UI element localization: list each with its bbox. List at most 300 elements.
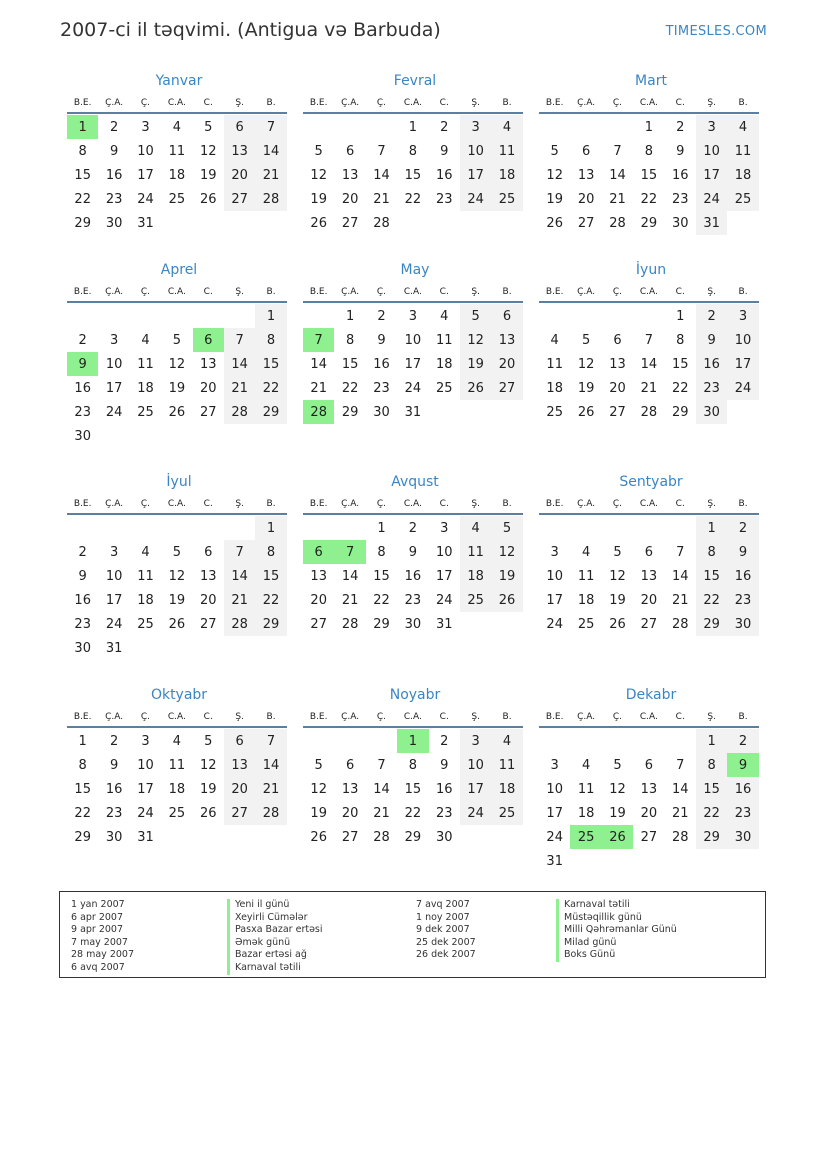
day-cell: 28 — [373, 829, 390, 845]
day-cell: 6 — [581, 143, 591, 159]
day-cell: 21 — [255, 777, 286, 801]
weekday-label: C.A. — [403, 712, 422, 722]
day-cell: 9 — [696, 328, 727, 352]
day-cell: 28 — [671, 829, 689, 845]
month-3 — [67, 259, 287, 448]
weekday-label: B. — [738, 287, 748, 297]
day-cell: 17 — [105, 380, 123, 396]
day-cell: 15 — [255, 564, 286, 588]
month-name: Avqust — [391, 474, 439, 490]
weekday-label: Ş. — [471, 287, 480, 297]
day-cell: 16 — [435, 167, 453, 183]
weekday-label: C. — [203, 712, 213, 722]
day-cell: 30 — [105, 829, 123, 845]
day-cell: 25 — [546, 404, 563, 420]
weekday-label: Ç. — [612, 712, 623, 722]
day-cell: 16 — [727, 564, 758, 588]
day-cell: 30 — [727, 825, 758, 849]
empty-cell — [570, 729, 601, 753]
site-brand-link[interactable]: TIMESLES.COM — [665, 24, 767, 39]
day-cell: 16 — [74, 592, 91, 608]
day-cell: 15 — [696, 777, 727, 801]
day-cell: 1 — [255, 304, 286, 328]
day-cell: 29 — [404, 829, 422, 845]
weekday-label: Ç. — [376, 98, 387, 108]
day-cell: 13 — [224, 139, 255, 163]
empty-cell — [366, 729, 397, 753]
day-cell: 9 — [109, 757, 119, 773]
day-cell: 27 — [640, 616, 658, 632]
day-cell: 30 — [696, 400, 727, 424]
weekday-label: Ş. — [235, 98, 244, 108]
weekday-label: C. — [439, 499, 449, 509]
weekday-label: B. — [266, 287, 276, 297]
day-cell: 22 — [74, 805, 91, 821]
day-cell: 29 — [696, 825, 727, 849]
day-cell: 23 — [404, 592, 422, 608]
day-cell: 5 — [581, 332, 591, 348]
day-cell: 30 — [727, 612, 758, 636]
day-cell: 11 — [491, 139, 522, 163]
weekday-label: Ç. — [612, 98, 623, 108]
day-cell: 24 — [137, 805, 154, 821]
empty-cell — [334, 516, 365, 540]
day-cell: 5 — [550, 143, 559, 159]
day-cell: 26 — [491, 588, 522, 612]
month-9 — [67, 684, 287, 849]
weekday-label: Ş. — [707, 287, 716, 297]
month-8 — [539, 471, 759, 636]
day-cell: 4 — [141, 332, 150, 348]
weekday-label: C. — [675, 499, 685, 509]
day-cell: 19 — [609, 805, 626, 821]
day-cell: 15 — [255, 352, 286, 376]
day-cell: 14 — [640, 356, 658, 372]
day-cell: 14 — [255, 753, 286, 777]
weekday-label: Ç.A. — [341, 98, 360, 108]
day-cell: 7 — [613, 143, 622, 159]
day-cell: 17 — [137, 781, 154, 797]
day-cell: 2 — [440, 119, 449, 135]
day-cell: 22 — [696, 801, 727, 825]
day-cell: 2 — [78, 332, 87, 348]
day-cell: 12 — [199, 143, 217, 159]
day-cell: 3 — [550, 544, 559, 560]
empty-cell — [570, 304, 601, 328]
legend-date: 6 apr 2007 — [71, 911, 124, 923]
day-cell: 12 — [609, 781, 626, 797]
day-cell: 4 — [581, 757, 591, 773]
legend-date: 7 avq 2007 — [416, 899, 470, 910]
day-cell: 7 — [377, 143, 386, 159]
weekday-header — [539, 706, 759, 728]
day-cell: 7 — [224, 328, 255, 352]
day-cell: 17 — [137, 167, 154, 183]
legend-holiday-name: Boks Günü — [556, 949, 677, 962]
day-cell: 3 — [141, 119, 150, 135]
weekday-label: B.E. — [309, 98, 328, 108]
legend-names-col-1 — [227, 899, 323, 975]
day-cell: 9 — [377, 332, 386, 348]
legend-date: 26 dek 2007 — [416, 949, 476, 961]
weekday-label: Ş. — [471, 712, 480, 722]
weekday-label: Ç.A. — [105, 499, 124, 509]
day-cell: 7 — [676, 544, 685, 560]
legend-date: 28 may 2007 — [71, 949, 135, 961]
day-cell: 17 — [435, 568, 453, 584]
weekday-label: B.E. — [73, 712, 92, 722]
day-cell: 21 — [255, 163, 286, 187]
weekday-label: B.E. — [545, 98, 564, 108]
weekday-header — [539, 493, 759, 515]
day-cell: 7 — [676, 757, 685, 773]
empty-cell — [366, 115, 397, 139]
month-1 — [303, 70, 523, 235]
legend-date: 1 yan 2007 — [71, 899, 125, 910]
day-cell: 26 — [310, 829, 327, 845]
day-cell: 16 — [74, 380, 91, 396]
holiday-day-cell: 1 — [67, 115, 98, 139]
day-cell: 13 — [341, 781, 359, 797]
weekday-header — [67, 92, 287, 114]
month-5 — [539, 259, 759, 424]
weekday-label: Ç. — [376, 287, 387, 297]
day-cell: 18 — [435, 356, 453, 372]
legend-holiday-name: Pasxa Bazar ertəsi — [227, 924, 323, 937]
weekday-header — [539, 92, 759, 114]
weekday-label: Ç.A. — [341, 287, 360, 297]
weekday-label: C. — [439, 712, 449, 722]
day-cell: 23 — [727, 588, 758, 612]
day-cell: 28 — [224, 612, 255, 636]
day-cell: 14 — [609, 167, 626, 183]
empty-cell — [539, 304, 570, 328]
day-cell: 7 — [377, 757, 386, 773]
empty-cell — [602, 115, 633, 139]
day-cell: 13 — [491, 328, 522, 352]
day-cell: 19 — [577, 380, 595, 396]
day-cell: 6 — [204, 544, 213, 560]
empty-cell — [224, 304, 255, 328]
weekday-label: Ş. — [471, 98, 480, 108]
day-cell: 4 — [172, 733, 181, 749]
legend-holiday-name: Milad günü — [556, 937, 677, 950]
day-cell: 8 — [255, 328, 286, 352]
weekday-label: Ç.A. — [105, 98, 124, 108]
day-cell: 10 — [105, 356, 123, 372]
day-cell: 20 — [224, 163, 255, 187]
day-cell: 5 — [613, 757, 622, 773]
empty-cell — [334, 729, 365, 753]
weekday-label: Ç.A. — [577, 499, 596, 509]
day-cell: 3 — [460, 729, 491, 753]
day-cell: 18 — [727, 163, 758, 187]
day-cell: 23 — [671, 191, 689, 207]
day-cell: 10 — [137, 757, 154, 773]
day-cell: 18 — [546, 380, 563, 396]
legend-dates-col-2 — [416, 899, 476, 962]
day-cell: 21 — [224, 588, 255, 612]
weekday-header — [303, 281, 523, 303]
month-0 — [67, 70, 287, 235]
day-cell: 14 — [671, 568, 689, 584]
day-cell: 29 — [74, 215, 91, 231]
day-grid — [539, 115, 759, 235]
empty-cell — [130, 304, 161, 328]
day-cell: 12 — [310, 167, 327, 183]
day-cell: 13 — [341, 167, 359, 183]
day-cell: 3 — [440, 520, 449, 536]
weekday-label: Ç. — [376, 499, 387, 509]
day-cell: 25 — [460, 588, 491, 612]
empty-cell — [665, 516, 696, 540]
day-cell: 27 — [491, 376, 522, 400]
day-cell: 8 — [408, 143, 417, 159]
day-cell: 14 — [255, 139, 286, 163]
day-grid — [303, 115, 523, 235]
day-cell: 27 — [310, 616, 327, 632]
day-cell: 8 — [255, 540, 286, 564]
day-cell: 6 — [345, 143, 355, 159]
legend-holiday-name: Milli Qəhrəmanlar Günü — [556, 924, 677, 937]
day-cell: 8 — [78, 143, 87, 159]
day-cell: 29 — [255, 612, 286, 636]
day-cell: 8 — [696, 753, 727, 777]
weekday-label: B.E. — [545, 499, 564, 509]
day-cell: 5 — [491, 516, 522, 540]
day-cell: 10 — [105, 568, 123, 584]
day-cell: 25 — [168, 805, 186, 821]
day-cell: 26 — [460, 376, 491, 400]
day-cell: 29 — [74, 829, 91, 845]
day-cell: 19 — [460, 352, 491, 376]
day-cell: 13 — [199, 356, 217, 372]
day-cell: 2 — [109, 119, 119, 135]
weekday-label: C. — [675, 287, 685, 297]
day-cell: 5 — [613, 544, 622, 560]
day-cell: 11 — [435, 332, 453, 348]
month-name: Noyabr — [389, 687, 441, 703]
day-cell: 8 — [408, 757, 417, 773]
month-name: Yanvar — [155, 73, 203, 89]
holiday-day-cell: 9 — [727, 753, 758, 777]
day-cell: 24 — [546, 829, 563, 845]
empty-cell — [539, 115, 570, 139]
day-cell: 3 — [109, 332, 119, 348]
day-cell: 1 — [676, 308, 685, 324]
day-cell: 21 — [373, 191, 390, 207]
day-cell: 11 — [168, 143, 186, 159]
day-cell: 12 — [546, 167, 563, 183]
day-cell: 5 — [172, 332, 181, 348]
day-cell: 14 — [373, 781, 390, 797]
day-cell: 24 — [404, 380, 422, 396]
weekday-header — [303, 706, 523, 728]
day-cell: 9 — [727, 540, 758, 564]
day-cell: 8 — [377, 544, 386, 560]
month-name: Oktyabr — [150, 687, 208, 703]
day-cell: 24 — [105, 404, 123, 420]
weekday-label: C. — [203, 287, 213, 297]
empty-cell — [67, 304, 98, 328]
day-cell: 10 — [727, 328, 758, 352]
month-name: Dekabr — [625, 687, 677, 703]
day-cell: 16 — [696, 352, 727, 376]
weekday-label: Ç. — [140, 287, 151, 297]
weekday-label: B.E. — [73, 287, 92, 297]
empty-cell — [602, 729, 633, 753]
legend-holiday-name: Karnaval tətili — [556, 899, 677, 912]
day-cell: 24 — [696, 187, 727, 211]
day-cell: 23 — [696, 376, 727, 400]
day-cell: 2 — [109, 733, 119, 749]
weekday-label: C.A. — [639, 499, 658, 509]
weekday-label: B.E. — [309, 287, 328, 297]
day-cell: 31 — [696, 211, 727, 235]
day-cell: 21 — [341, 592, 359, 608]
day-cell: 30 — [435, 829, 453, 845]
weekday-label: C. — [675, 712, 685, 722]
day-cell: 9 — [109, 143, 119, 159]
day-cell: 19 — [168, 592, 186, 608]
day-cell: 15 — [373, 568, 390, 584]
day-cell: 23 — [105, 191, 123, 207]
weekday-label: C.A. — [167, 712, 186, 722]
day-cell: 4 — [727, 115, 758, 139]
day-cell: 14 — [224, 564, 255, 588]
day-cell: 18 — [168, 167, 186, 183]
empty-cell — [161, 304, 192, 328]
weekday-label: Ç.A. — [341, 712, 360, 722]
weekday-label: C. — [203, 499, 213, 509]
weekday-label: C.A. — [403, 287, 422, 297]
weekday-label: C. — [439, 98, 449, 108]
day-cell: 19 — [491, 564, 522, 588]
day-cell: 13 — [310, 568, 327, 584]
holiday-day-cell: 6 — [193, 328, 224, 352]
month-7 — [303, 471, 523, 636]
weekday-label: Ş. — [707, 499, 716, 509]
weekday-label: C.A. — [403, 499, 422, 509]
weekday-label: Ç.A. — [105, 287, 124, 297]
weekday-label: Ş. — [235, 712, 244, 722]
day-cell: 1 — [255, 516, 286, 540]
day-cell: 20 — [199, 380, 217, 396]
legend-names-col-2 — [556, 899, 677, 962]
day-cell: 23 — [74, 404, 91, 420]
day-cell: 4 — [141, 544, 150, 560]
weekday-header — [303, 92, 523, 114]
day-cell: 11 — [546, 356, 563, 372]
day-cell: 30 — [74, 428, 91, 444]
day-cell: 6 — [224, 115, 255, 139]
day-cell: 4 — [491, 729, 522, 753]
holiday-day-cell: 7 — [334, 540, 365, 564]
day-cell: 22 — [255, 588, 286, 612]
day-cell: 14 — [341, 568, 359, 584]
weekday-label: Ş. — [235, 499, 244, 509]
holiday-day-cell: 28 — [303, 400, 334, 424]
legend-date: 25 dek 2007 — [416, 936, 476, 948]
empty-cell — [602, 304, 633, 328]
day-cell: 21 — [671, 592, 689, 608]
day-cell: 30 — [74, 640, 91, 656]
day-cell: 16 — [727, 777, 758, 801]
day-cell: 17 — [696, 163, 727, 187]
day-cell: 1 — [644, 119, 653, 135]
day-cell: 4 — [460, 516, 491, 540]
legend-date: 6 avq 2007 — [71, 961, 125, 973]
day-cell: 20 — [577, 191, 595, 207]
weekday-label: Ç. — [140, 499, 151, 509]
day-cell: 15 — [404, 781, 422, 797]
empty-cell — [539, 516, 570, 540]
day-cell: 5 — [204, 733, 213, 749]
day-cell: 7 — [255, 729, 286, 753]
day-grid — [539, 516, 759, 636]
legend-holiday-name: Əmək günü — [227, 937, 323, 950]
day-cell: 7 — [644, 332, 653, 348]
day-cell: 6 — [491, 304, 522, 328]
day-cell: 27 — [640, 829, 658, 845]
day-cell: 22 — [74, 191, 91, 207]
day-cell: 15 — [74, 167, 91, 183]
day-grid — [67, 516, 287, 660]
weekday-label: B. — [266, 98, 276, 108]
day-cell: 25 — [577, 616, 595, 632]
day-cell: 12 — [168, 356, 186, 372]
day-cell: 20 — [491, 352, 522, 376]
day-grid — [303, 516, 523, 636]
month-10 — [303, 684, 523, 849]
empty-cell — [303, 115, 334, 139]
weekday-label: Ç.A. — [577, 98, 596, 108]
weekday-label: Ç.A. — [577, 712, 596, 722]
day-cell: 25 — [491, 801, 522, 825]
day-cell: 18 — [460, 564, 491, 588]
day-cell: 11 — [491, 753, 522, 777]
day-cell: 20 — [310, 592, 327, 608]
day-cell: 12 — [491, 540, 522, 564]
day-cell: 18 — [577, 805, 595, 821]
empty-cell — [303, 516, 334, 540]
day-cell: 26 — [310, 215, 327, 231]
day-cell: 30 — [671, 215, 689, 231]
day-cell: 20 — [640, 592, 658, 608]
empty-cell — [633, 729, 664, 753]
month-name: Mart — [635, 73, 667, 89]
day-cell: 7 — [224, 540, 255, 564]
day-cell: 23 — [373, 380, 390, 396]
day-cell: 9 — [440, 757, 449, 773]
day-cell: 24 — [460, 187, 491, 211]
day-cell: 17 — [460, 163, 491, 187]
day-cell: 9 — [78, 568, 87, 584]
month-name: İyun — [635, 262, 667, 278]
day-cell: 31 — [137, 829, 154, 845]
day-cell: 2 — [727, 729, 758, 753]
day-grid — [303, 729, 523, 849]
weekday-label: B.E. — [309, 712, 328, 722]
day-cell: 23 — [105, 805, 123, 821]
day-cell: 15 — [74, 781, 91, 797]
day-cell: 26 — [199, 191, 217, 207]
weekday-label: Ç.A. — [341, 499, 360, 509]
weekday-header — [67, 706, 287, 728]
day-cell: 23 — [727, 801, 758, 825]
month-name: İyul — [166, 474, 192, 490]
day-cell: 25 — [435, 380, 453, 396]
